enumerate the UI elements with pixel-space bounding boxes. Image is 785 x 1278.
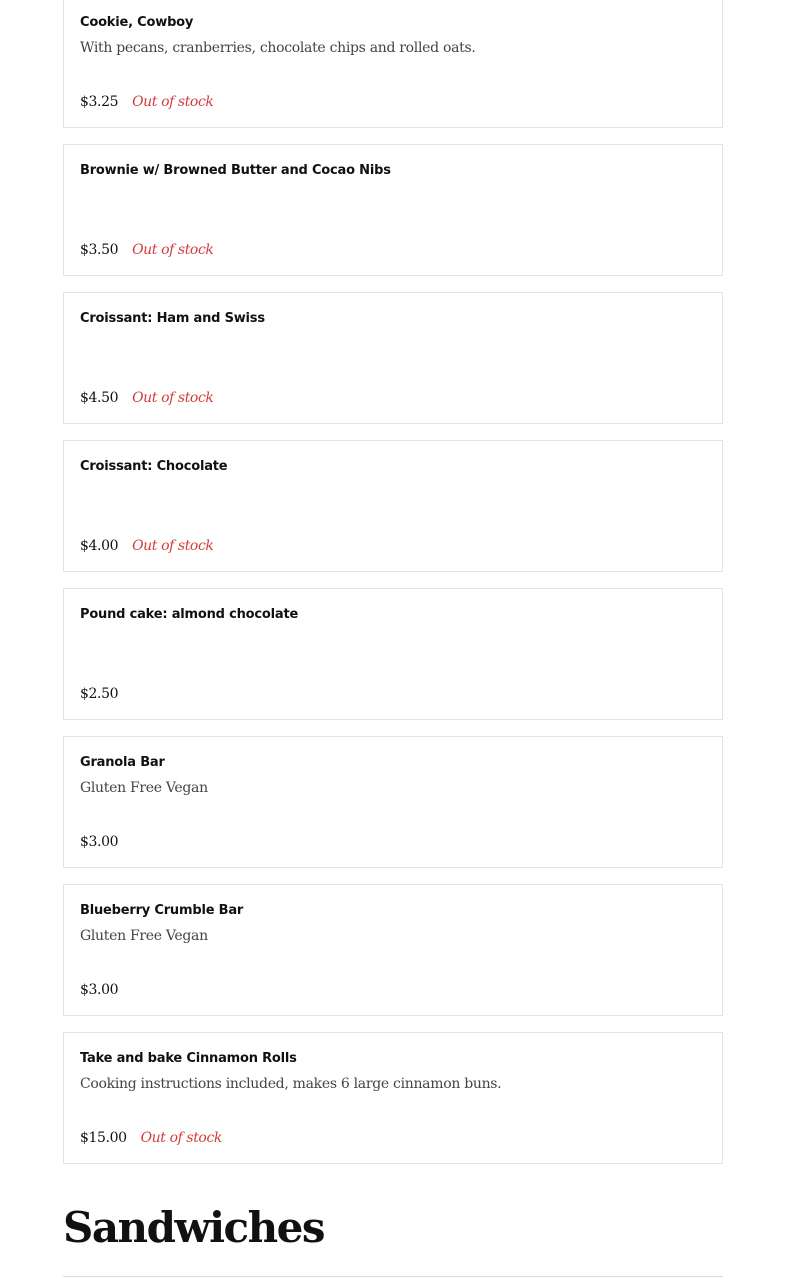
menu-item-brownie[interactable] [63,144,723,276]
item-description [80,482,706,502]
item-footer [80,240,214,261]
menu-item-cinnamon-rolls[interactable] [63,1032,723,1164]
out-of-stock-label: Out of stock [140,1130,222,1146]
item-description [80,334,706,354]
item-price: $3.50 [80,242,119,258]
item-footer [80,536,214,557]
item-description: Gluten Free Vegan [80,928,208,944]
item-description: Cooking instructions included, makes 6 large cinnamon buns. [80,1076,502,1092]
item-name: Cookie, Cowboy [80,15,194,30]
menu-item-croissant-ham-swiss[interactable] [63,292,723,424]
out-of-stock-label: Out of stock [132,242,214,258]
menu-item-croissant-chocolate[interactable] [63,440,723,572]
item-footer [80,1128,222,1149]
menu-item-list [63,0,723,1180]
item-price: $4.50 [80,390,119,406]
menu-item-blueberry-crumble-bar[interactable] [63,884,723,1016]
item-name: Take and bake Cinnamon Rolls [80,1051,297,1066]
item-price: $2.50 [80,686,119,702]
item-description [80,186,706,206]
item-name: Brownie w/ Browned Butter and Cocao Nibs [80,163,391,178]
section-heading: Sandwiches [63,1203,325,1252]
item-price: $3.00 [80,834,119,850]
item-name: Granola Bar [80,755,165,770]
item-footer [80,684,118,705]
out-of-stock-label: Out of stock [132,538,214,554]
item-price: $3.25 [80,94,119,110]
item-price: $4.00 [80,538,119,554]
out-of-stock-label: Out of stock [132,390,214,406]
item-name: Croissant: Ham and Swiss [80,311,265,326]
item-price: $15.00 [80,1130,127,1146]
item-price: $3.00 [80,982,119,998]
menu-item-cookie-cowboy[interactable] [63,0,723,128]
item-footer [80,980,118,1001]
item-name: Pound cake: almond chocolate [80,607,299,622]
item-footer [80,832,118,853]
item-description [80,630,706,650]
out-of-stock-label: Out of stock [132,94,214,110]
item-footer [80,388,214,409]
item-description: With pecans, cranberries, chocolate chips and rolled oats. [80,40,476,56]
item-name: Croissant: Chocolate [80,459,228,474]
menu-item-pound-cake[interactable] [63,588,723,720]
menu-item-granola-bar[interactable] [63,736,723,868]
section-divider [63,1276,723,1277]
item-footer [80,92,214,113]
item-name: Blueberry Crumble Bar [80,903,244,918]
item-description: Gluten Free Vegan [80,780,208,796]
